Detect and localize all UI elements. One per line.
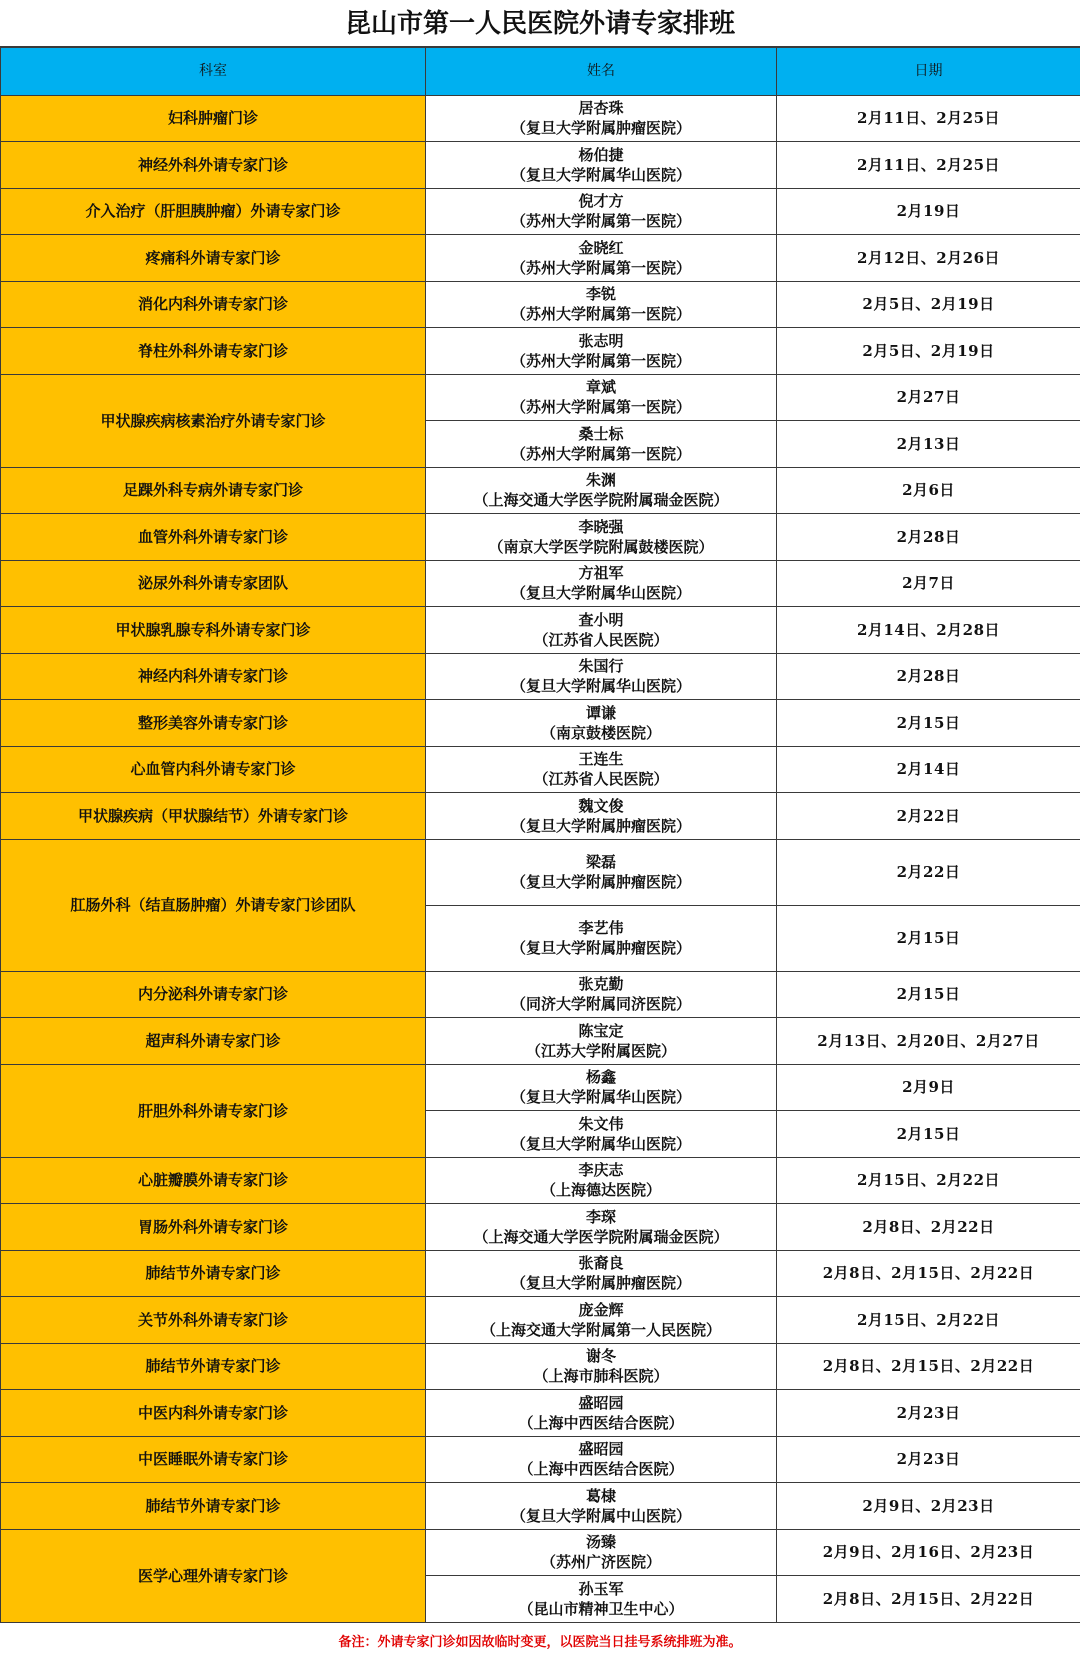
footer-note: 备注：外请专家门诊如因故临时变更，以医院当日挂号系统排班为准。 (338, 1635, 742, 1650)
expert-cell (426, 1390, 777, 1437)
expert-hospital: （复旦大学附属肿瘤医院） (510, 1274, 691, 1293)
expert-hospital: （复旦大学附属肿瘤医院） (510, 939, 691, 957)
dept-cell: 甲状腺疾病（甲状腺结节）外请专家门诊 (1, 793, 426, 840)
expert-name: 汤臻 (585, 1533, 616, 1552)
expert-name: 李锐 (585, 285, 616, 304)
date-cell: 2月15日、2月22日 (777, 1157, 1080, 1204)
expert-hospital: （江苏省人民医院） (533, 770, 669, 789)
expert-hospital: （江苏大学附属医院） (525, 1041, 676, 1060)
dept-cell: 足踝外科专病外请专家门诊 (1, 467, 426, 514)
date-cell: 2月14日 (777, 746, 1080, 793)
expert-hospital: （复旦大学附属肿瘤医院） (510, 119, 691, 138)
dept-cell: 甲状腺疾病核素治疗外请专家门诊 (1, 374, 426, 467)
expert-cell (426, 1018, 777, 1065)
expert-hospital: （苏州大学附属第一医院） (510, 351, 691, 370)
table-row (1, 700, 1080, 747)
expert-cell (426, 281, 777, 328)
date-cell: 2月9日、2月23日 (777, 1483, 1080, 1530)
expert-name: 方祖军 (578, 564, 624, 583)
expert-cell (426, 1204, 777, 1251)
expert-cell (426, 839, 777, 905)
expert-hospital: （上海中西医结合医院） (518, 1413, 684, 1432)
date-cell: 2月28日 (777, 514, 1080, 561)
expert-cell (426, 421, 777, 468)
expert-hospital: （复旦大学附属华山医院） (510, 1088, 691, 1107)
expert-hospital: （苏州大学附属第一医院） (510, 444, 691, 463)
table-row (1, 839, 1080, 905)
dept-cell: 神经内科外请专家门诊 (1, 653, 426, 700)
expert-cell (426, 607, 777, 654)
table-row (1, 1250, 1080, 1297)
expert-cell (426, 560, 777, 607)
expert-cell (426, 1576, 777, 1623)
dept-cell: 妇科肿瘤门诊 (1, 95, 426, 142)
dept-cell: 整形美容外请专家门诊 (1, 700, 426, 747)
expert-name: 梁磊 (585, 853, 616, 871)
dept-cell: 中医睡眠外请专家门诊 (1, 1436, 426, 1483)
expert-cell (426, 1297, 777, 1344)
date-cell: 2月15日 (777, 905, 1080, 971)
expert-cell (426, 188, 777, 235)
expert-hospital: （苏州大学附属第一医院） (510, 258, 691, 277)
dept-cell: 胃肠外科外请专家门诊 (1, 1204, 426, 1251)
expert-hospital: （复旦大学附属华山医院） (510, 165, 691, 184)
date-cell: 2月13日、2月20日、2月27日 (777, 1018, 1080, 1065)
expert-hospital: （昆山市精神卫生中心） (518, 1599, 684, 1618)
expert-cell (426, 1436, 777, 1483)
date-cell: 2月15日 (777, 1111, 1080, 1158)
expert-hospital: （复旦大学附属华山医院） (510, 1134, 691, 1153)
dept-cell: 心血管内科外请专家门诊 (1, 746, 426, 793)
expert-hospital: （复旦大学附属华山医院） (510, 677, 691, 696)
expert-cell (426, 653, 777, 700)
dept-cell: 介入治疗（肝胆胰肿瘤）外请专家门诊 (1, 188, 426, 235)
date-cell: 2月7日 (777, 560, 1080, 607)
expert-name: 张志明 (578, 331, 624, 350)
date-cell: 2月15日 (777, 971, 1080, 1018)
expert-name: 居杏珠 (578, 99, 624, 118)
expert-hospital: （上海交通大学医学院附属瑞金医院） (473, 491, 729, 510)
table-row (1, 514, 1080, 561)
table-row (1, 793, 1080, 840)
expert-name: 桑士标 (578, 424, 624, 443)
date-cell: 2月12日、2月26日 (777, 235, 1080, 282)
page-title: 昆山市第一人民医院外请专家排班 (344, 9, 735, 39)
expert-cell (426, 746, 777, 793)
table-row (1, 1390, 1080, 1437)
expert-name: 盛昭园 (578, 1440, 624, 1459)
expert-name: 倪才方 (578, 192, 624, 211)
date-cell: 2月13日 (777, 421, 1080, 468)
table-row (1, 1018, 1080, 1065)
date-cell: 2月9日、2月16日、2月23日 (777, 1529, 1080, 1576)
expert-name: 王连生 (578, 750, 624, 769)
dept-cell: 泌尿外科外请专家团队 (1, 560, 426, 607)
dept-cell: 肛肠外科（结直肠肿瘤）外请专家门诊团队 (1, 839, 426, 971)
dept-cell: 脊柱外科外请专家门诊 (1, 328, 426, 375)
table-row (1, 1297, 1080, 1344)
expert-cell (426, 971, 777, 1018)
date-cell: 2月8日、2月15日、2月22日 (777, 1343, 1080, 1390)
dept-cell: 超声科外请专家门诊 (1, 1018, 426, 1065)
expert-name: 杨鑫 (585, 1068, 616, 1087)
expert-cell (426, 142, 777, 189)
table-row (1, 1204, 1080, 1251)
date-cell: 2月14日、2月28日 (777, 607, 1080, 654)
expert-name: 盛昭园 (578, 1393, 624, 1412)
expert-cell (426, 700, 777, 747)
expert-name: 李庆志 (578, 1161, 624, 1180)
date-cell: 2月5日、2月19日 (777, 328, 1080, 375)
expert-hospital: （上海中西医结合医院） (518, 1460, 684, 1479)
table-row (1, 281, 1080, 328)
header-name: 姓名 (426, 47, 777, 95)
expert-hospital: （苏州广济医院） (540, 1553, 661, 1572)
table-row (1, 1529, 1080, 1576)
expert-name: 朱渊 (585, 471, 616, 490)
dept-cell: 甲状腺乳腺专科外请专家门诊 (1, 607, 426, 654)
expert-name: 朱文伟 (578, 1114, 624, 1133)
date-cell: 2月22日 (777, 839, 1080, 905)
expert-hospital: （上海交通大学医学院附属瑞金医院） (473, 1227, 729, 1246)
dept-cell: 肺结节外请专家门诊 (1, 1250, 426, 1297)
date-cell: 2月15日、2月22日 (777, 1297, 1080, 1344)
date-cell: 2月8日、2月15日、2月22日 (777, 1250, 1080, 1297)
expert-hospital: （南京鼓楼医院） (540, 723, 661, 742)
expert-hospital: （复旦大学附属中山医院） (510, 1506, 691, 1525)
table-row (1, 188, 1080, 235)
expert-name: 孙玉军 (578, 1579, 624, 1598)
table-row (1, 95, 1080, 142)
table-row (1, 467, 1080, 514)
dept-cell: 心脏瓣膜外请专家门诊 (1, 1157, 426, 1204)
date-cell: 2月11日、2月25日 (777, 142, 1080, 189)
date-cell: 2月8日、2月15日、2月22日 (777, 1576, 1080, 1623)
dept-cell: 医学心理外请专家门诊 (1, 1529, 426, 1622)
expert-name: 陈宝定 (578, 1021, 624, 1040)
date-cell: 2月28日 (777, 653, 1080, 700)
expert-cell (426, 328, 777, 375)
dept-cell: 关节外科外请专家门诊 (1, 1297, 426, 1344)
expert-hospital: （上海德达医院） (540, 1181, 661, 1200)
expert-cell (426, 467, 777, 514)
expert-hospital: （江苏省人民医院） (533, 630, 669, 649)
dept-cell: 中医内科外请专家门诊 (1, 1390, 426, 1437)
expert-name: 章斌 (585, 378, 616, 397)
expert-hospital: （复旦大学附属华山医院） (510, 584, 691, 603)
table-row (1, 607, 1080, 654)
expert-cell (426, 374, 777, 421)
expert-hospital: （苏州大学附属第一医院） (510, 305, 691, 324)
expert-cell (426, 235, 777, 282)
table-row (1, 328, 1080, 375)
date-cell: 2月6日 (777, 467, 1080, 514)
expert-name: 朱国行 (578, 657, 624, 676)
expert-hospital: （南京大学医学院附属鼓楼医院） (488, 537, 714, 556)
dept-cell: 疼痛科外请专家门诊 (1, 235, 426, 282)
expert-cell (426, 905, 777, 971)
header-date: 日期 (777, 47, 1080, 95)
dept-cell: 肝胆外科外请专家门诊 (1, 1064, 426, 1157)
table-row (1, 971, 1080, 1018)
dept-cell: 内分泌科外请专家门诊 (1, 971, 426, 1018)
expert-name: 庞金辉 (578, 1300, 624, 1319)
table-row (1, 1483, 1080, 1530)
expert-cell (426, 514, 777, 561)
expert-name: 李晓强 (578, 517, 624, 536)
table-row (1, 235, 1080, 282)
expert-hospital: （上海交通大学附属第一人民医院） (480, 1320, 721, 1339)
table-row (1, 1343, 1080, 1390)
table-row (1, 1157, 1080, 1204)
table-row (1, 1064, 1080, 1111)
expert-name: 张克勤 (578, 975, 624, 994)
expert-name: 李琛 (585, 1207, 616, 1226)
dept-cell: 肺结节外请专家门诊 (1, 1483, 426, 1530)
schedule-table (0, 46, 1080, 1623)
expert-hospital: （上海市肺科医院） (533, 1367, 669, 1386)
table-row (1, 560, 1080, 607)
date-cell: 2月22日 (777, 793, 1080, 840)
expert-cell (426, 793, 777, 840)
date-cell: 2月19日 (777, 188, 1080, 235)
expert-hospital: （同济大学附属同济医院） (510, 995, 691, 1014)
expert-cell (426, 1529, 777, 1576)
expert-hospital: （苏州大学附属第一医院） (510, 212, 691, 231)
expert-hospital: （复旦大学附属肿瘤医院） (510, 873, 691, 891)
expert-hospital: （苏州大学附属第一医院） (510, 398, 691, 417)
expert-cell (426, 1111, 777, 1158)
expert-name: 杨伯捷 (578, 145, 624, 164)
expert-name: 查小明 (578, 610, 624, 629)
expert-cell (426, 1157, 777, 1204)
expert-name: 张裔良 (578, 1254, 624, 1273)
date-cell: 2月9日 (777, 1064, 1080, 1111)
expert-cell (426, 95, 777, 142)
table-row (1, 746, 1080, 793)
date-cell: 2月27日 (777, 374, 1080, 421)
table-row (1, 1436, 1080, 1483)
expert-name: 葛棣 (585, 1486, 616, 1505)
expert-name: 金晓红 (578, 238, 624, 257)
expert-cell (426, 1483, 777, 1530)
expert-hospital: （复旦大学附属肿瘤医院） (510, 816, 691, 835)
date-cell: 2月15日 (777, 700, 1080, 747)
expert-name: 谭谦 (585, 703, 616, 722)
expert-cell (426, 1250, 777, 1297)
header-dept: 科室 (1, 47, 426, 95)
dept-cell: 神经外科外请专家门诊 (1, 142, 426, 189)
expert-name: 谢冬 (585, 1347, 616, 1366)
expert-cell (426, 1064, 777, 1111)
table-row (1, 653, 1080, 700)
dept-cell: 消化内科外请专家门诊 (1, 281, 426, 328)
dept-cell: 血管外科外请专家门诊 (1, 514, 426, 561)
expert-name: 魏文俊 (578, 796, 624, 815)
expert-cell (426, 1343, 777, 1390)
table-row (1, 374, 1080, 421)
date-cell: 2月11日、2月25日 (777, 95, 1080, 142)
date-cell: 2月5日、2月19日 (777, 281, 1080, 328)
dept-cell: 肺结节外请专家门诊 (1, 1343, 426, 1390)
date-cell: 2月23日 (777, 1390, 1080, 1437)
expert-name: 李艺伟 (578, 919, 624, 937)
date-cell: 2月23日 (777, 1436, 1080, 1483)
table-header-row (1, 47, 1080, 95)
date-cell: 2月8日、2月22日 (777, 1204, 1080, 1251)
table-row (1, 142, 1080, 189)
